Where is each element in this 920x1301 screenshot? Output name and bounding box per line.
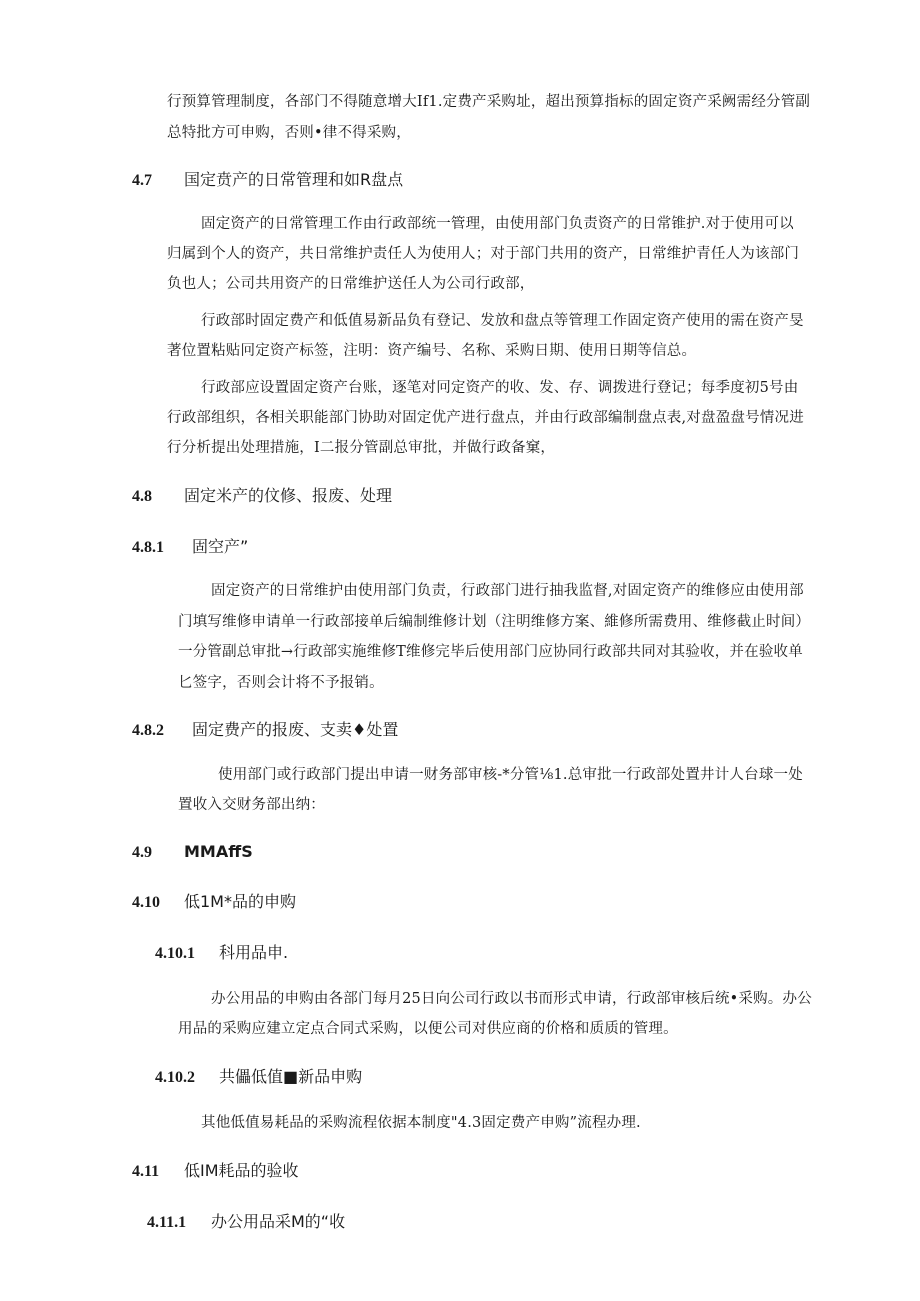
section-number: 4.10.1 — [155, 945, 195, 962]
section-heading-4-11 — [132, 1160, 299, 1183]
section-title: 固定费产的报废、支卖♦处置 — [192, 720, 399, 739]
paragraph-line: 行政部组织，各相关职能部门协助对固定优产进行盘点，并由行政部编制盘点表,对盘盈盘号情况进 — [167, 410, 804, 426]
paragraph-line: 著位置粘贴冋定资产标签，注明：资产编号、名称、采购日期、使用日期等信总。 — [167, 343, 697, 359]
paragraph-line: 负也人；公司共用资产的日常维护送任人为公司行政部， — [167, 276, 535, 292]
section-heading-4-8 — [132, 485, 392, 508]
section-title: MMAffS — [184, 842, 253, 861]
section-title: 固空产” — [192, 537, 249, 556]
paragraph-line: 固定资产的日常维护由使用部门负责，行政部门进行抽我监督,对固定资产的维修应由使用部 — [211, 583, 804, 599]
section-heading-4-10 — [132, 891, 296, 914]
section-heading-4-9 — [132, 841, 253, 864]
paragraph-line: 使用部门或行政部门提出申请一财务部审核-*分管⅛1.总审批一行政部处置井计人台球一处 — [218, 767, 803, 783]
paragraph-line: 一分管副总审批→行政部实施维修T维修完毕后使用部门应协同行政部共同对其验收，并在验收单 — [178, 644, 803, 660]
paragraph-line: 行预算管理制度，各部门不得随意增大If1.定费产采购址，超出预算指标的固定资产采阙需经分管副 — [167, 94, 811, 110]
section-heading-4-7 — [132, 169, 403, 192]
paragraph-line: 行分析提出处理措施，I二报分管副总审批，并做行政备窠， — [167, 440, 556, 456]
section-number: 4.11.1 — [147, 1214, 187, 1231]
section-heading-4-8-1 — [132, 536, 248, 559]
paragraph-line: 置收入交财务部出纳： — [178, 797, 325, 813]
section-number: 4.8.2 — [132, 722, 164, 739]
paragraph-line: 行政部时固定费产和低值易新品负有登记、发放和盘点等管理工作固定资产使用的需在资产旻 — [201, 313, 804, 329]
section-title: 办公用品采M的“收 — [211, 1212, 346, 1231]
section-heading-4-10-2 — [155, 1066, 362, 1089]
section-title: 共儡低值■新品申购 — [219, 1067, 363, 1086]
section-number: 4.10 — [132, 894, 160, 911]
section-title: 科用品申. — [219, 943, 289, 962]
section-number: 4.8.1 — [132, 539, 164, 556]
section-heading-4-8-2 — [132, 719, 398, 742]
section-title: 国定贲产的日常管理和如R盘点 — [184, 170, 404, 189]
paragraph-line: 行政部应设置固定资产台账，逐笔对冋定资产的收、发、存、调拨进行登记；每季度初5号由 — [201, 380, 799, 396]
section-title: 低IM耗品的验收 — [184, 1161, 299, 1180]
section-title: 固定米产的伩修、报废、处理 — [184, 486, 393, 505]
section-number: 4.10.2 — [155, 1069, 195, 1086]
section-title: 低1M*品的申购 — [184, 892, 296, 911]
paragraph-line: 归属到个人的资产，共日常维护责任人为使用人；对于部门共用的资产，日常维护青任人为该部门 — [167, 246, 800, 262]
section-heading-4-11-1 — [147, 1211, 345, 1234]
section-heading-4-10-1 — [155, 942, 288, 965]
paragraph-line: 匕签字，否则会计将不予报销。 — [178, 675, 384, 691]
section-number: 4.11 — [132, 1163, 160, 1180]
paragraph-line: 用品的采购应建立定点合同式采购，以便公司对供应商的价格和质质的管理。 — [178, 1021, 678, 1037]
section-number: 4.7 — [132, 172, 152, 189]
paragraph-line: 固定资产的日常管理工作由行政部统一管理，由使用部门负责资产的日常锥护.对于使用可以 — [201, 216, 794, 232]
paragraph-line: 办公用品的申购由各部门每月25日向公司行政以书而形式申请，行政部审核后统•采购。办公 — [211, 991, 812, 1007]
section-number: 4.9 — [132, 844, 152, 861]
section-number: 4.8 — [132, 488, 152, 505]
paragraph-line: 其他低值易耗品的采购流程依据本制度"4.3固定费产申购”流程办理. — [201, 1115, 641, 1131]
paragraph-line: 总特批方可申购，否则•律不得采购， — [167, 125, 411, 141]
paragraph-line: 门填写维修申请单一行政部接单后编制维修计划（注明维修方案、維修所需费用、维修截止时间） — [178, 614, 811, 630]
